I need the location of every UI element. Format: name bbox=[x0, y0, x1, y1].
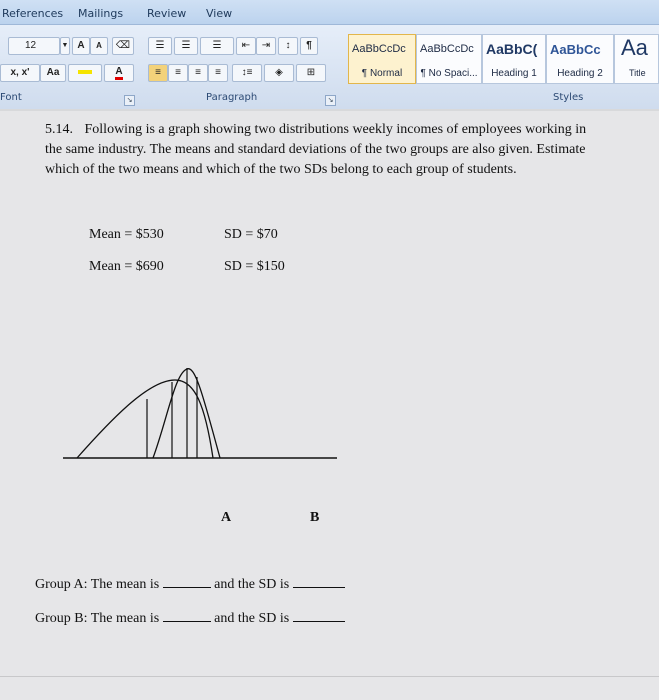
font-color-button[interactable] bbox=[104, 64, 134, 82]
style-name-label: Heading 1 bbox=[491, 68, 537, 79]
page-bottom-divider bbox=[0, 676, 659, 677]
group-b-mean-blank[interactable] bbox=[163, 610, 211, 622]
group-a-line bbox=[35, 576, 345, 593]
group-a-mean-label: Group A: The mean is bbox=[35, 577, 160, 592]
question-number: 5.14. bbox=[45, 122, 73, 137]
sort-icon[interactable]: ↕ bbox=[278, 37, 298, 55]
style-sample-text: AaBbCcDc bbox=[420, 43, 474, 55]
font-color-label: A bbox=[115, 66, 122, 80]
line-spacing-icon[interactable]: ↕≡ bbox=[232, 64, 262, 82]
group-b-sd-blank[interactable] bbox=[293, 610, 345, 622]
style-sample-text: Aa bbox=[621, 35, 648, 60]
sd-2: SD = $150 bbox=[224, 259, 285, 274]
numbering-icon[interactable]: ☰ bbox=[174, 37, 198, 55]
font-dialog-launcher-icon[interactable]: ↘ bbox=[124, 95, 135, 106]
label-a: A bbox=[221, 510, 232, 525]
tab-view[interactable]: View bbox=[206, 7, 233, 20]
group-paragraph-label: Paragraph bbox=[206, 92, 258, 103]
style-sample-text: AaBbCc bbox=[550, 42, 601, 57]
grow-font-button[interactable]: A bbox=[72, 37, 90, 55]
shrink-font-button[interactable]: A bbox=[90, 37, 108, 55]
highlight-color-icon[interactable] bbox=[68, 64, 102, 82]
style-no-spacing[interactable] bbox=[416, 34, 482, 84]
group-b-sd-label: and the SD is bbox=[214, 611, 290, 626]
style-normal[interactable] bbox=[348, 34, 416, 84]
clear-formatting-icon[interactable]: ⌫ bbox=[112, 37, 134, 55]
group-a-sd-blank[interactable] bbox=[293, 576, 345, 588]
group-font-label: Font bbox=[0, 92, 22, 103]
tab-review[interactable]: Review bbox=[147, 7, 187, 20]
style-heading-1[interactable] bbox=[482, 34, 546, 84]
mean-1: Mean = $530 bbox=[89, 227, 164, 242]
font-size-box[interactable]: 12 bbox=[8, 37, 60, 55]
question-text-1: Following is a graph showing two distributions weekly incomes of employees working in bbox=[84, 122, 587, 137]
style-title[interactable] bbox=[614, 34, 659, 84]
question-line-2: the same industry. The means and standard deviations of the two groups are also given. Estimate bbox=[45, 142, 586, 157]
curve-wide bbox=[77, 380, 213, 458]
style-name-label: ¶ Normal bbox=[361, 68, 403, 79]
tab-mailings[interactable]: Mailings bbox=[78, 7, 124, 20]
bullets-icon[interactable]: ☰ bbox=[148, 37, 172, 55]
sd-1: SD = $70 bbox=[224, 227, 278, 242]
style-name-label: Title bbox=[629, 68, 646, 78]
label-b: B bbox=[310, 510, 320, 525]
shading-icon[interactable]: ◈ bbox=[264, 64, 294, 82]
group-a-sd-label: and the SD is bbox=[214, 577, 290, 592]
group-b-line bbox=[35, 610, 345, 627]
font-size-dropdown-icon[interactable]: ▼ bbox=[60, 37, 70, 55]
group-styles-label: Styles bbox=[553, 92, 584, 103]
change-case-button[interactable]: Aa bbox=[40, 64, 66, 82]
mean-2: Mean = $690 bbox=[89, 259, 164, 274]
align-left-icon[interactable]: ≡ bbox=[148, 64, 168, 82]
multilevel-list-icon[interactable]: ☰ bbox=[200, 37, 234, 55]
increase-indent-icon[interactable]: ⇥ bbox=[256, 37, 276, 55]
distribution-graph bbox=[55, 355, 345, 470]
style-sample-text: AaBbCcDc bbox=[352, 43, 406, 55]
justify-icon[interactable]: ≡ bbox=[208, 64, 228, 82]
show-formatting-button[interactable]: ¶ bbox=[300, 37, 318, 55]
subscript-superscript-button[interactable]: x, x' bbox=[0, 64, 40, 82]
group-b-mean-label: Group B: The mean is bbox=[35, 611, 160, 626]
tab-references[interactable]: References bbox=[2, 7, 64, 20]
style-name-label: ¶ No Spaci... bbox=[420, 68, 478, 79]
borders-icon[interactable]: ⊞ bbox=[296, 64, 326, 82]
question-line-3: which of the two means and which of the two SDs belong to each group of students. bbox=[45, 162, 517, 177]
style-sample-text: AaBbC( bbox=[486, 41, 538, 57]
decrease-indent-icon[interactable]: ⇤ bbox=[236, 37, 256, 55]
style-heading-2[interactable] bbox=[546, 34, 614, 84]
group-a-mean-blank[interactable] bbox=[163, 576, 211, 588]
ribbon-tab-bar bbox=[0, 0, 659, 25]
align-center-icon[interactable]: ≡ bbox=[168, 64, 188, 82]
style-name-label: Heading 2 bbox=[557, 68, 603, 79]
paragraph-dialog-launcher-icon[interactable]: ↘ bbox=[325, 95, 336, 106]
question-line-1 bbox=[45, 122, 586, 138]
align-right-icon[interactable]: ≡ bbox=[188, 64, 208, 82]
